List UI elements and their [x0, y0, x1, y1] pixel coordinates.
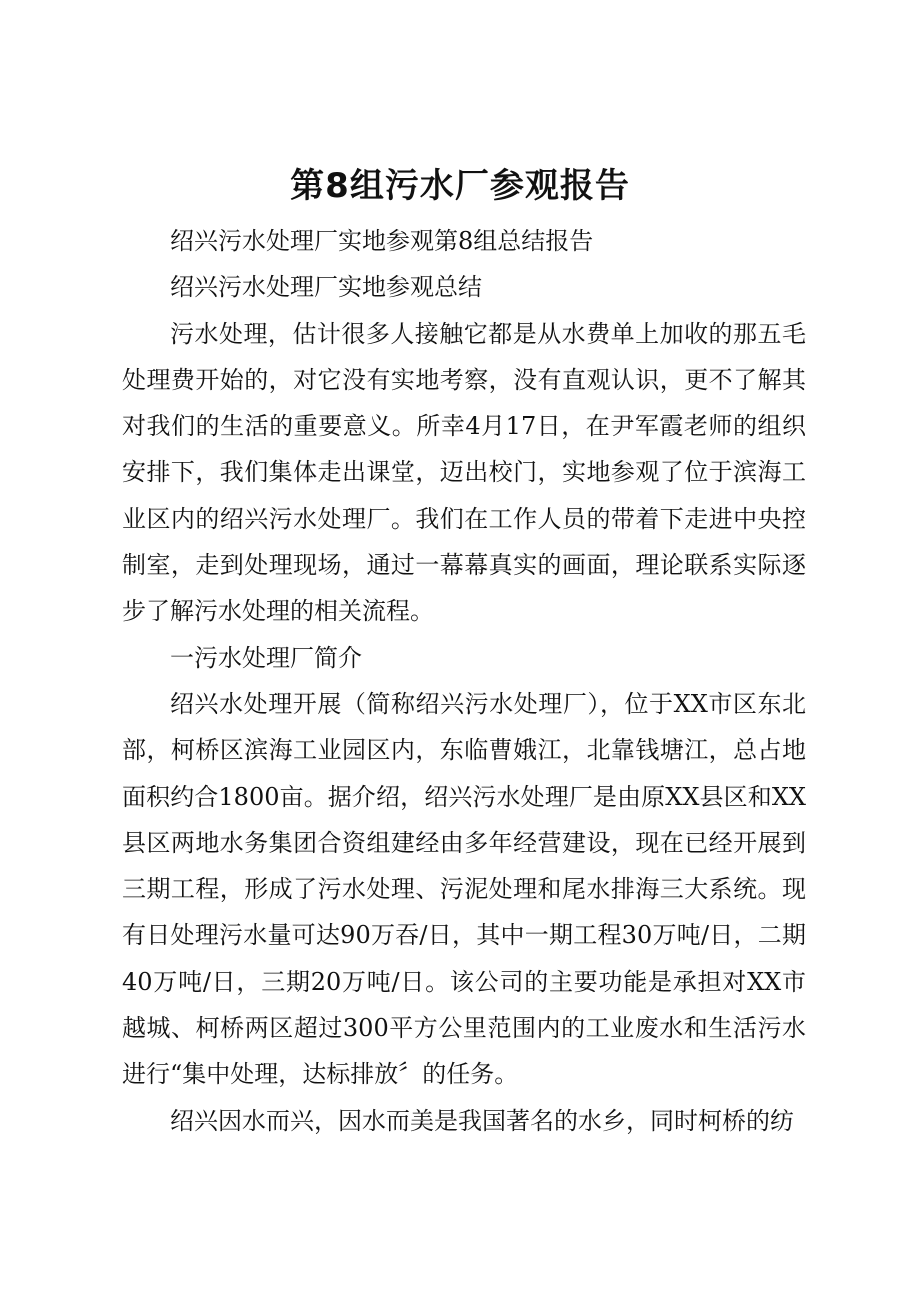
paragraph-subtitle-1: 绍兴污水处理厂实地参观第8组总结报告: [170, 227, 594, 255]
document-body: [122, 218, 806, 1144]
document-title: 第8组污水厂参观报告: [290, 166, 630, 206]
paragraph-plant-overview: 绍兴水处理开展（简称绍兴污水处理厂），位于XX市区东北部，柯桥区滨海工业园区内，东临曹娥江，北靠钱塘江，总占地面积约合1800亩。据介绍，绍兴污水处理厂是由原XX县区和XX县区两地水务集团合资组建经由多年经营建设，现在已经开展到三期工程，形成了污水处理、污泥处理和尾水排海三大系统。现有日处理污水量可达90万吞/日，其中一期工程30万吨/日，二期40万吨/日，三期20万吨/日。该公司的主要功能是承担对XX市越城、柯桥两区超过300平方公里范围内的工业废水和生活污水进行“集中处理，达标排放〞的任务。: [122, 689, 806, 1089]
paragraph-subtitle-2: 绍兴污水处理厂实地参观总结: [170, 273, 482, 302]
section-heading: 一污水处理厂简介: [170, 643, 362, 672]
paragraph-continued: 绍兴因水而兴，因水而美是我国著名的水乡，同时柯桥的纺: [170, 1106, 794, 1135]
paragraph-intro: 污水处理，估计很多人接触它都是从水费单上加收的那五毛处理费开始的，对它没有实地考察，没有直观认识，更不了解其对我们的生活的重要意义。所幸4月17日，在尹军霞老师的组织安排下，我们集体走出课堂，迈出校门，实地参观了位于滨海工业区内的绍兴污水处理厂。我们在工作人员的带着下走进中央控制室，走到处理现场，通过一幕幕真实的画面，理论联系实际逐步了解污水处理的相关流程。: [122, 319, 806, 626]
